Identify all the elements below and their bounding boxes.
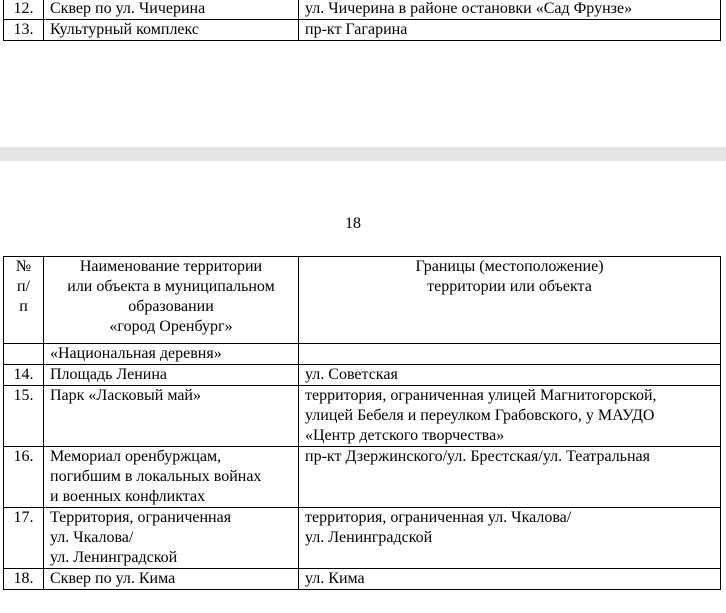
header-line: или объекта в муниципальном [67, 278, 275, 295]
header-bounds [299, 257, 721, 344]
header-line: территории или объекта [427, 278, 592, 295]
territories-table-top [3, 0, 721, 41]
territory-bounds [299, 508, 721, 569]
territory-name: Культурный комплекс [44, 20, 299, 41]
row-number: 17. [4, 508, 44, 569]
table-row-continuation [4, 344, 721, 365]
territory-name [44, 447, 299, 508]
cell-line: территория, ограниченная ул. Чкалова/ [305, 509, 572, 526]
cell-line: Парк «Ласковый май» [50, 387, 201, 404]
row-number: 16. [4, 447, 44, 508]
territory-bounds [299, 447, 721, 508]
cell-line: Площадь Ленина [50, 366, 168, 383]
header-line: Границы (местоположение) [415, 258, 604, 275]
row-number: 12. [4, 0, 44, 20]
territory-name [44, 386, 299, 447]
table-row [4, 447, 721, 508]
document-page-bottom [0, 161, 726, 613]
territory-bounds [299, 569, 721, 590]
cell-line: Территория, ограниченная [50, 509, 232, 526]
cell-line: Мемориал оренбуржцам, [50, 448, 222, 465]
row-number: 15. [4, 386, 44, 447]
page-separator [0, 147, 726, 161]
territory-name [44, 365, 299, 386]
row-number: 18. [4, 569, 44, 590]
cell-line: пр-кт Дзержинского/ул. Брестская/ул. Театральная [305, 448, 650, 465]
row-number: 13. [4, 20, 44, 41]
document-page-top [0, 0, 726, 147]
page-number: 18 [345, 215, 361, 232]
header-line: образовании [128, 298, 214, 315]
cell-line: и военных конфликтах [50, 488, 206, 505]
territory-bounds: пр-кт Гагарина [299, 20, 721, 41]
territory-name: Сквер по ул. Чичерина [44, 0, 299, 20]
header-name [44, 257, 299, 344]
row-number: 14. [4, 365, 44, 386]
row-number [4, 344, 44, 365]
header-number [4, 257, 44, 344]
cell-line: ул. Кима [305, 570, 365, 587]
table-row [4, 386, 721, 447]
cell-line: «Центр детского творчества» [305, 427, 505, 444]
territory-name: «Национальная деревня» [44, 344, 299, 365]
cell-line: погибшим в локальных войнах [50, 468, 262, 485]
header-line: Наименование территории [79, 258, 263, 275]
territory-bounds: ул. Чичерина в районе остановки «Сад Фрунзе» [299, 0, 721, 20]
cell-line: ул. Ленинградской [50, 549, 178, 566]
table-row [4, 20, 721, 41]
header-line: п [19, 298, 28, 315]
territory-bounds [299, 386, 721, 447]
table-row [4, 508, 721, 569]
cell-line: ул. Советская [305, 366, 398, 383]
cell-line: территория, ограниченная улицей Магнитогорской, [305, 387, 657, 404]
table-row [4, 365, 721, 386]
territory-name [44, 508, 299, 569]
cell-line: ул. Чкалова/ [50, 529, 134, 546]
header-line: № [15, 258, 32, 275]
table-row [4, 569, 721, 590]
territory-bounds [299, 365, 721, 386]
table-header-row [4, 257, 721, 344]
header-line: п/ [16, 278, 30, 295]
table-row [4, 0, 721, 20]
cell-line: Сквер по ул. Кима [50, 570, 176, 587]
cell-line: улицей Бебеля и переулком Грабовского, у МАУДО [305, 407, 655, 424]
territory-name [44, 569, 299, 590]
territories-table [3, 256, 721, 590]
header-line: «город Оренбург» [109, 318, 233, 335]
territory-bounds [299, 344, 721, 365]
cell-line: ул. Ленинградской [305, 529, 433, 546]
